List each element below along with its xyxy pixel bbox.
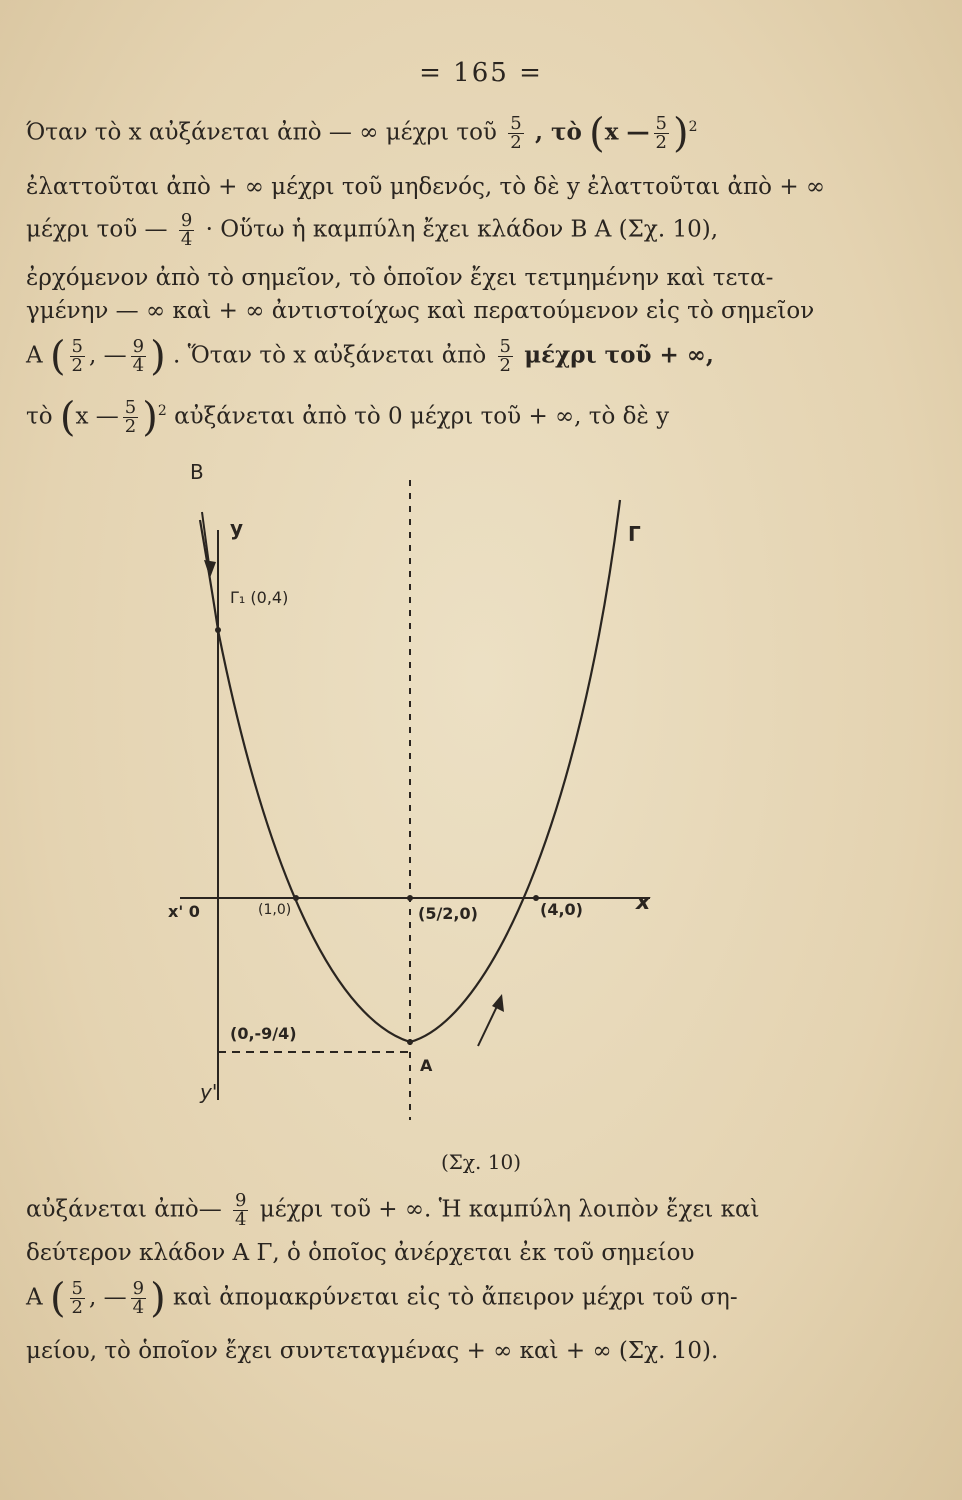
text-line: γμένην — ∞ καὶ + ∞ ἀντιστοίχως καὶ περατούμενον εἰς τὸ σημεῖον: [26, 298, 815, 324]
fraction: $\frac{5}{2}$: [124, 397, 137, 438]
text-line: [26, 1192, 826, 1229]
paren-close: ): [672, 110, 689, 157]
text-segment: x —: [604, 118, 650, 146]
point-4-0: [533, 895, 539, 901]
label-y-prime: y': [200, 1080, 218, 1104]
exponent: 2: [157, 403, 167, 419]
fraction: $\frac{5}{2}$: [510, 113, 522, 154]
paren-close: ): [150, 333, 166, 380]
fraction: $\frac{9}{4}$: [132, 336, 145, 376]
text-segment: Α: [26, 342, 43, 369]
label-y: y: [230, 516, 244, 540]
text-segment: . Ὅταν τὸ x αὐξάνεται ἀπὸ: [173, 342, 487, 369]
fraction: $\frac{9}{4}$: [180, 210, 193, 250]
label-min-point: (0,-9/4): [230, 1024, 297, 1043]
arrow-head-AG: [492, 994, 504, 1012]
figure-caption: (Σχ. 10): [440, 1150, 522, 1174]
text-segment: Α: [26, 1284, 43, 1311]
text-segment: · Οὕτω ἡ καμπύλη ἔχει κλάδον Β Α (Σχ. 10),: [205, 216, 719, 243]
text-segment: Όταν τὸ x αὐξάνεται ἀπὸ — ∞ μέχρι τοῦ: [26, 119, 497, 146]
page-number: = 165 =: [419, 58, 543, 88]
point-A: [407, 1039, 413, 1045]
text-line: [26, 212, 826, 249]
label-x: x: [636, 890, 651, 915]
label-x-prime: x' 0: [168, 902, 200, 921]
paren-open: (: [589, 110, 605, 157]
fraction: $\frac{9}{4}$: [132, 1278, 145, 1318]
arrow-head-BA: [204, 560, 216, 578]
point-0-4: [215, 627, 221, 633]
text-line: ἐλαττοῦται ἀπὸ + ∞ μέχρι τοῦ μηδενός, τὸ δὲ y ἐλαττοῦται ἀπὸ + ∞: [26, 174, 826, 200]
text-segment: , τὸ: [535, 118, 582, 146]
point-5-2-0: [407, 895, 413, 901]
text-segment: αὐξάνεται ἀπὸ τὸ 0 μέχρι τοῦ + ∞, τὸ δὲ y: [174, 403, 670, 430]
exponent: 2: [688, 119, 698, 135]
text-segment: μέχρι τοῦ + ∞. Ἡ καμπύλη λοιπὸν ἔχει καὶ: [259, 1196, 760, 1223]
parabola-figure: [160, 460, 680, 1140]
text-line: Α ( $\frac{5}{2}$ , — $\frac{9}{4}$ ) . Ὅταν τὸ x αὐξάνεται ἀπὸ $\frac{5}{2}$ μέχρι τοῦ + ∞,: [26, 333, 714, 380]
text-segment: καὶ ἀπομακρύνεται εἰς τὸ ἄπειρον μέχρι τοῦ ση-: [173, 1284, 738, 1311]
fraction: $\frac{5}{2}$: [655, 113, 667, 154]
text-line: τὸ (x — $\frac{5}{2}$ )$^2$ αὐξάνεται ἀπὸ τὸ 0 μέχρι τοῦ + ∞, τὸ δὲ y: [26, 394, 670, 441]
fraction: $\frac{9}{4}$: [235, 1190, 247, 1230]
text-line: Α ( $\frac{5}{2}$ , — $\frac{9}{4}$ ) καὶ ἀπομακρύνεται εἰς τὸ ἄπειρον μέχρι τοῦ ση-: [26, 1275, 738, 1322]
paren-open: (: [49, 333, 66, 380]
paren-open: (: [59, 394, 76, 441]
text-segment: μέχρι τοῦ + ∞,: [524, 341, 714, 369]
text-line: δεύτερον κλάδον Α Γ, ὁ ὁποῖος ἀνέρχεται ἐκ τοῦ σημείου: [26, 1240, 695, 1266]
label-Gamma: Γ: [628, 522, 641, 546]
label-1-0: (1,0): [258, 902, 292, 918]
paren-open: (: [49, 1275, 66, 1322]
text-line: μείου, τὸ ὁποῖον ἔχει συντεταγμένας + ∞ καὶ + ∞ (Σχ. 10).: [26, 1338, 719, 1364]
label-Gamma1: Γ₁ (0,4): [230, 588, 289, 607]
label-5-2-0: (5/2,0): [418, 904, 478, 923]
text-segment: μέχρι τοῦ —: [26, 216, 168, 243]
text-segment: τὸ: [26, 403, 53, 430]
label-B: B: [190, 460, 204, 484]
fraction: $\frac{5}{2}$: [71, 1278, 83, 1318]
paren-close: ): [150, 1275, 166, 1322]
label-A: A: [420, 1056, 433, 1075]
text-line: ἐρχόμενον ἀπὸ τὸ σημεῖον, τὸ ὁποῖον ἔχει τετμημένην καὶ τετα-: [26, 265, 774, 291]
text-segment: αὐξάνεται ἀπὸ—: [26, 1196, 222, 1223]
text-line: [26, 110, 826, 157]
fraction: $\frac{5}{2}$: [499, 336, 511, 376]
paren-close: ): [142, 394, 158, 441]
fraction: $\frac{5}{2}$: [71, 336, 83, 376]
point-1-0: [293, 895, 299, 901]
label-4-0: (4,0): [540, 900, 583, 919]
